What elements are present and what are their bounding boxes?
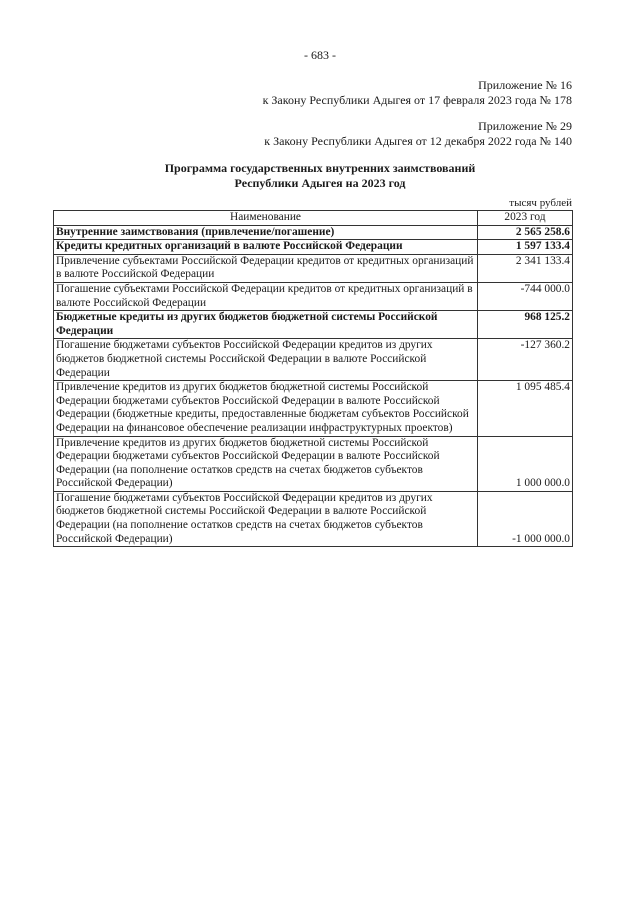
- row-name: Привлечение субъектами Российской Федерации кредитов от кредитных организаций в валюте Российской Федерации: [54, 254, 478, 282]
- row-name: Кредиты кредитных организаций в валюте Российской Федерации: [54, 240, 478, 255]
- table-row: [54, 311, 573, 339]
- row-name: Погашение бюджетами субъектов Российской Федерации кредитов из других бюджетов бюджетной системы Российской Федерации в валюте Российской Федерации (на пополнение остатков средств на счетах бюджетов субъектов Российской Федерации): [54, 491, 478, 546]
- table-row: [54, 282, 573, 310]
- appendix-16-label: Приложение № 16: [478, 78, 572, 92]
- table-row: [54, 436, 573, 491]
- table-row: [54, 254, 573, 282]
- table-header-row: [54, 211, 573, 226]
- row-name: Погашение бюджетами субъектов Российской Федерации кредитов из других бюджетов бюджетной системы Российской Федерации в валюте Российской Федерации: [54, 339, 478, 381]
- appendix-29-law: к Закону Республики Адыгея от 12 декабря 2022 года № 140: [264, 134, 572, 148]
- table-row: [54, 240, 573, 255]
- row-value: 1 095 485.4: [478, 381, 573, 436]
- row-name: Бюджетные кредиты из других бюджетов бюджетной системы Российской Федерации: [54, 311, 478, 339]
- row-value: 2 565 258.6: [478, 225, 573, 240]
- borrowing-program-table: [53, 210, 573, 547]
- title-line-1: Программа государственных внутренних заимствований: [164, 161, 476, 175]
- page-number: - 683 -: [304, 48, 336, 62]
- header-year: 2023 год: [478, 211, 573, 226]
- appendix-29-reference: [264, 119, 572, 149]
- table-row: [54, 225, 573, 240]
- row-value: -127 360.2: [478, 339, 573, 381]
- row-name: Внутренние заимствования (привлечение/погашение): [54, 225, 478, 240]
- row-name: Привлечение кредитов из других бюджетов бюджетной системы Российской Федерации бюджетами субъектов Российской Федерации в валюте Российской Федерации (на пополнение остатков средств на счетах бюджетов субъектов Российской Федерации): [54, 436, 478, 491]
- row-name: Погашение субъектами Российской Федерации кредитов от кредитных организаций в валюте Российской Федерации: [54, 282, 478, 310]
- row-name: Привлечение кредитов из других бюджетов бюджетной системы Российской Федерации бюджетами субъектов Российской Федерации в валюте Российской Федерации (бюджетные кредиты, предоставленные бюджетам субъектов Российской Федерации на финансовое обеспечение реализации инфраструктурных проектов): [54, 381, 478, 436]
- appendix-16-law: к Закону Республики Адыгея от 17 февраля 2023 года № 178: [262, 93, 572, 107]
- row-value: 1 597 133.4: [478, 240, 573, 255]
- document-title: [0, 161, 640, 191]
- appendix-16-reference: [263, 78, 572, 108]
- table-row: [54, 381, 573, 436]
- row-value: -744 000.0: [478, 282, 573, 310]
- row-value: 2 341 133.4: [478, 254, 573, 282]
- table-row: [54, 491, 573, 546]
- header-name: Наименование: [54, 211, 478, 226]
- title-line-2: Республики Адыгея на 2023 год: [234, 176, 406, 190]
- row-value: 1 000 000.0: [478, 436, 573, 491]
- table-row: [54, 339, 573, 381]
- appendix-29-label: Приложение № 29: [478, 119, 572, 133]
- row-value: -1 000 000.0: [478, 491, 573, 546]
- unit-label: тысяч рублей: [509, 197, 572, 209]
- row-value: 968 125.2: [478, 311, 573, 339]
